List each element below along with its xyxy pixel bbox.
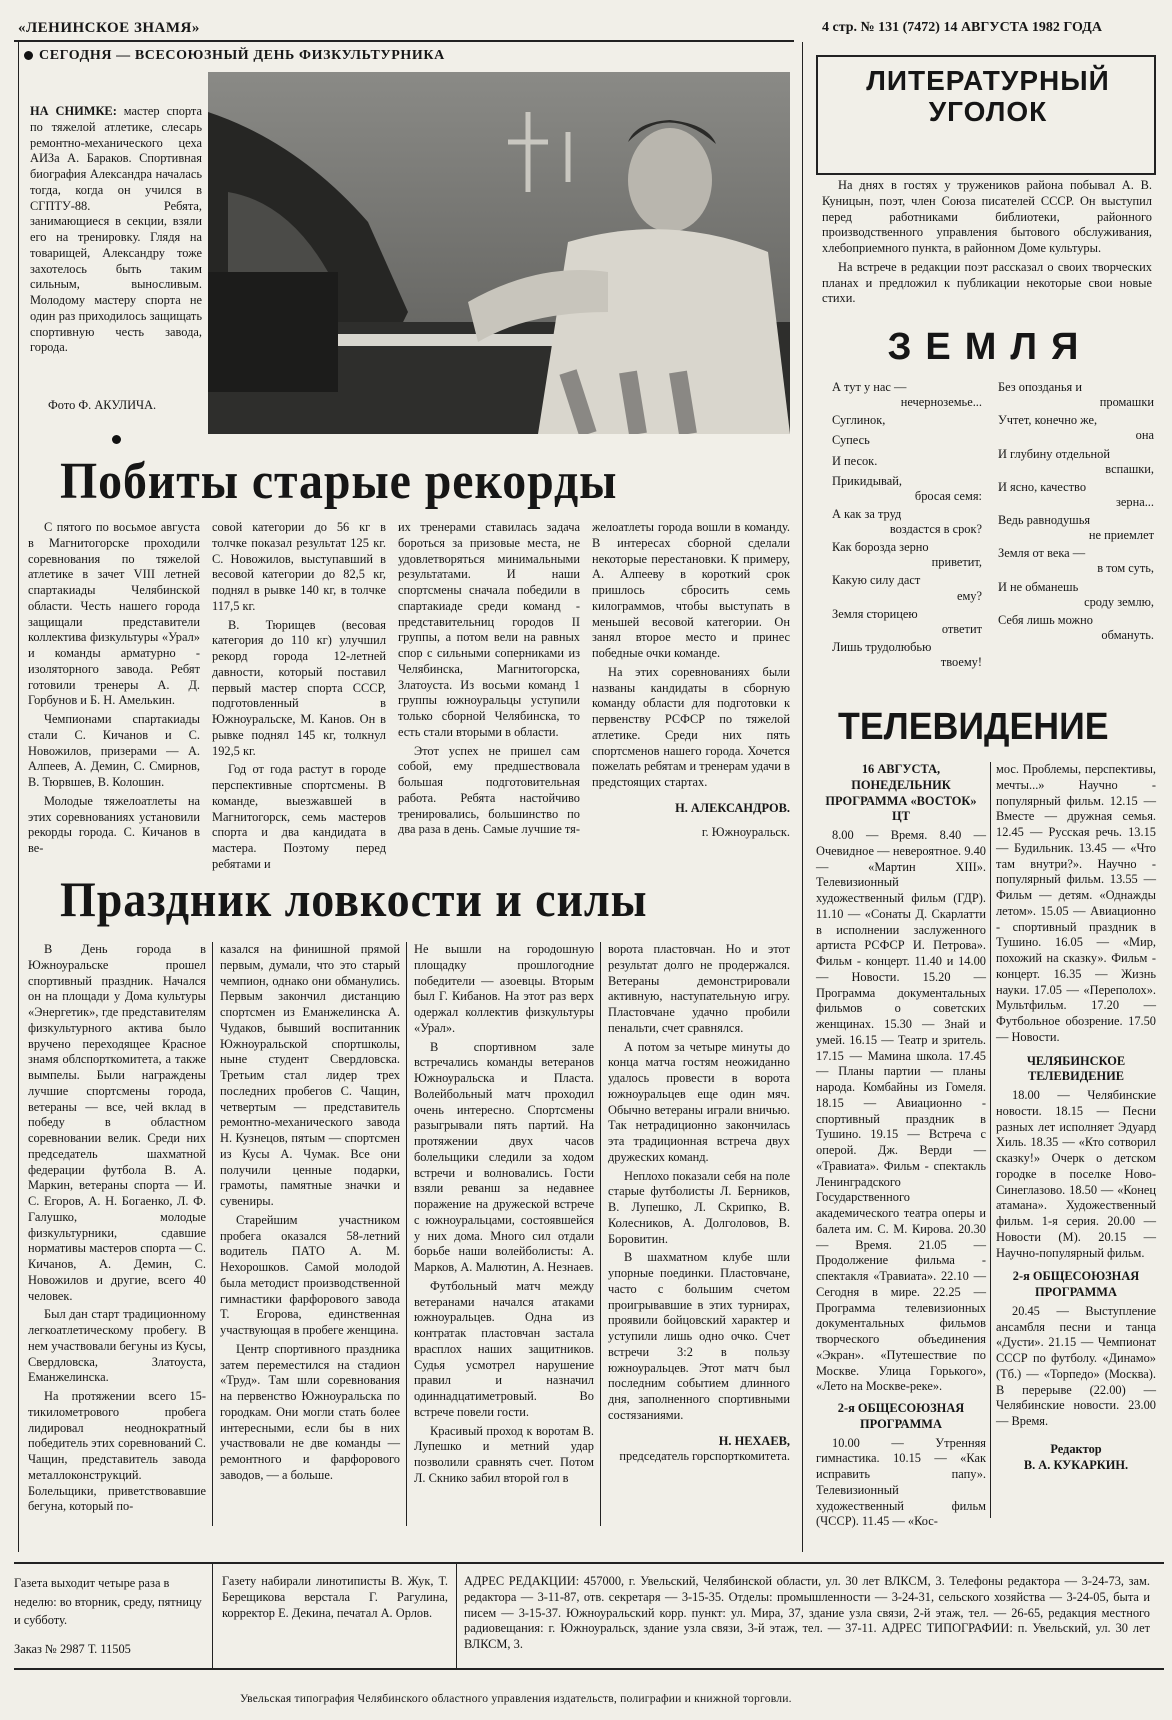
poem-line: А как за труд воздастся в срок? [832,506,982,536]
article-headline-festival: Праздник ловкости и силы [60,871,648,927]
photo-caption: НА СНИМКЕ: мастер спорта по тяжелой атлетике, слесарь ремонтно-механического цеха АИЗа А. Бараков. Спортивная биография Александра началась тогда, когда он учился в СГПТУ-88. Ребята, занимающиеся в секции, взяли его на тренировку. Глядя на товарищей, Александру тоже захотелось быть таким сильным, выносливым. Молодому мастеру спорта не один раз приходилось защищать спортивную честь завода, города. [30,104,202,355]
tv-chelyabinsk-listing: 18.00 — Челябинские новости. 18.15 — Песни разных лет исполняет Эдуард Хиль. 18.35 — «Кто сотворил сказку!» Очерк о детском городке в поселке Ново-Синеглазово. 18.50 — «Конец атамана». Художественный фильм. 1-я серия. 20.00 — Новости (М). 20.15 — Научно-популярный фильм. [996,1088,1156,1260]
tv-continued-listing: мос. Проблемы, перспективы, мечты...» Научно - популярный фильм. 12.15 — Вместе — дружная семья. 12.45 — Русская речь. 13.15 — Будильник. 13.45 — «Что там внутри?». Научно - популярный фильм. 13.55 — Фильм — детям. «Однажды летом». 15.05 — Авиационно - спортивный праздник в Тушино. 16.05 — «Мир, похожий на сказку». Фильм - концерт. 16.35 — Жизнь науки. 17.05 — «Переполох». Мультфильм. 17.20 — Футбольное обозрение. 17.50 — Новости. [996,762,1156,1044]
article2-column-3: Не вышли на городошную площадку прошлогодние победители — азоевцы. Вторым был Г. Кибанов. На этот раз верх одержал коллектив физкультуры «Урал». В спортивном зале встречались команды ветеранов Южноуральска и Пласта. Волейбольный матч проходил очень интересно. Спортсмены разыгрывали пять партий. На протяжении двух часов болельщики следили за ходом встречи и волновались. Гости взяли реванш за недавнее поражение на дружеской встрече с южноуральцами, состоявшейся у них дома. Много сил отдали борьбе наши волейболисты: А. Марков, А. Малютин, А. Незнаев. Футбольный матч между ветеранами начался атаками южноуральцев. Одна из контратак пластовчан застала врасплох наших защитников. Судья усмотрел нарушение правил и назначил одиннадцатиметровый. Во встрече повели гости. Красивый проход к воротам В. Лупешко и метний удар позволили сравнять счет. Потом Л. Скнико забил второй гол в [414,942,594,1485]
tv-column-1 [816,762,986,1530]
article1-column-4: желоатлеты города вошли в команду. В интересах сборной сделали некоторые перестановки. К примеру, А. Алпееву в короткий срок пришлось сбросить семь килограммов, чтобы выступать в меньшей весовой категории. Он занял второе место и принес победные очки команде. На этих соревнованиях были названы кандидаты в сборную команду области для подготовки к первенству РСФСР по тяжелой атлетике. Среди них пять спортсменов нашего города. Хочется пожелать ребятам и тренерам удачи в предстоящих стартах. Н. АЛЕКСАНДРОВ. г. Южноуральск. [592,520,790,839]
article2-column-2: казался на финишной прямой первым, думали, что это старый чемпион, однако они обманулись. Первым закончил дистанцию спортсмен из Еманжелинска А. Чудаков, бывший воспитанник Южноуральской спортшколы, ныне студент Свердловска. Третьим стал лидер трех последних пробегов С. Чащин, четвертым — представитель ремонтно-механического завода Н. Кузнецов, пятым — спортсмен из Кусы А. Чумак. Все они получили ценные подарки, грамоты, памятные значки и сувениры. Старейшим участником пробега оказался 58-летний водитель ПАТО А. М. Нехорошков. Самой молодой была методист производственной гимнастики фарфорового завода Т. Егорова, единственная участвующая в пробеге женщина. Центр спортивного праздника затем переместился на стадион «Труд». Там шли соревнования на первенство Южноуральска по городкам. Они могли стать более интересными, если бы в них участвовали не две команды — ремонтного и фарфорового заводов, — а больше. [220,942,400,1482]
poem-line: Себя лишь можно обмануть. [998,612,1154,642]
printer-line: Увельская типография Челябинского областного управления издательств, полиграфии и книжной торговли. [240,1692,792,1705]
poem-line: И не обманешь сроду землю, [998,579,1154,609]
tv-column-2 [996,762,1156,1473]
tv-second-program2-heading: 2-я ОБЩЕСОЮЗНАЯ ПРОГРАММА [1012,1269,1140,1299]
poem-right-column [998,380,1154,680]
issue-info: 4 стр. № 131 (7472) 14 АВГУСТА 1982 ГОДА [822,20,1102,35]
footer-order: Заказ № 2987 Т. 11505 [14,1641,131,1656]
poem-line: Земля сторицею ответит [832,606,982,636]
weightlifter-photo-image [208,72,790,434]
poem-title: ЗЕМЛЯ [887,326,1093,368]
poem-line: Какую силу даст ему? [832,573,982,603]
section-subhead: СЕГОДНЯ — ВСЕСОЮЗНЫЙ ДЕНЬ ФИЗКУЛЬТУРНИКА [24,48,445,64]
poem-line: Ведь равнодушья не приемлет [998,513,1154,543]
left-border [18,42,19,1552]
article2-author-title: председатель горспорткомитета. [619,1449,790,1464]
poem-line: Суглинок, [832,413,886,428]
poem-left-column [832,380,982,680]
tv-second-program2-listing: 20.45 — Выступление ансамбля песни и танца «Дусти». 21.15 — Чемпионат СССР по футболу. «Динамо» (Тб.) — «Торпедо» (Москва). В перерыве (22.00) — Челябинские новости. 23.00 — Время. [996,1303,1156,1428]
bullet-icon [24,51,33,60]
footer-address: АДРЕС РЕДАКЦИИ: 457000, г. Увельский, Челябинской области, ул. 30 лет ВЛКСМ, 3. Телефоны редактора — 3-24-73, зам. редактора — 3-11-87, отв. секретаря — 3-15-35. Отделы: промышленности — 3-24-31, сельского хозяйства — 3-24-05, быта и писем — 3-15-37. Южноуральский корр. пункт: ул. Мира, 37, здание узла связи, 2-й этаж, тел. — 26-65, редакция местного радиовещания: г. Южноуральск, здание узла связи, 3-й этаж, тел. — 37-11. АДРЕС ТИПОГРАФИИ: п. Увельский, ул. 30 лет ВЛКСМ, 3. [464,1574,1150,1651]
editor-label: Редактор [1050,1441,1102,1456]
article1-column-3: их тренерами ставилась задача бороться за призовые места, не удовлетворяться минимальными результатами. И наши спортсмены сначала победили в спартакиаде среди команд - представительниц городов II группы, а потом вели на равных спор с сильными соперниками из Челябинска, Магнитогорска, Златоуста. Из восьми команд 1 группы южноуральцы уступили только сборной Челябинска, то есть стали вторыми в области. Этот успех не пришел сам собой, ему предшествовала большая подготовительная работа. Ребята настойчиво тренировались, большинство по два раза в день. Самые лучшие тя- [398,520,580,837]
photo-credit: Фото Ф. АКУЛИЧА. [48,398,157,412]
footer-typesetters: Газету набирали линотиписты В. Жук, Т. Берещикова верстала Г. Рагулина, корректор Е. Декина, печатал А. Орлов. [222,1574,448,1620]
tv-second-program-heading: 2-я ОБЩЕСОЮЗНАЯ ПРОГРАММА [837,1401,965,1431]
tv-day-heading: 16 АВГУСТА, ПОНЕДЕЛЬНИК ПРОГРАММА «ВОСТОК» ЦТ [825,762,977,824]
newspaper-title: «ЛЕНИНСКОЕ ЗНАМЯ» [18,20,200,36]
bullet-icon [112,430,127,448]
article1-column-2: совой категории до 56 кг в толчке показал результат 125 кг. С. Новожилов, выступавший в весовой категории до 82,5 кг, поднял в рывке 140 кг, в толчке 117,5 кг. В. Тюрищев (весовая категория до 110 кг) улучшил рекорд города 12-летней давности, который поставил первый мастер спорта СССР, подготовленный в Южноуральске, М. Канов. Он в рывке поднял 145 кг, толкнул 192,5 кг. Год от года растут в городе перспективные спортсмены. В команде, выезжавшей в Магнитогорск, семь мастеров спорта и два кандидата в мастера. Поэтому перед ребятами и [212,520,386,871]
column-divider [802,42,803,1552]
poem-line: И песок. [832,453,878,468]
article2-column-4: ворота пластовчан. Но и этот результат долго не продержался. Ветераны демонстрировали активную, наступательную игру. Пластовчане удачно пробили пенальти, счет сравнялся. А потом за четыре минуты до конца матча гостям неожиданно удалось провести в ворота южноуральцев еще один мяч. Обычно ветераны играли вничью. Так нетрадиционно закончилась эта традиционная встреча двух дружеских команд. Неплохо показали себя на поле старые футболисты Л. Берников, В. Лупешко, Л. Скрипко, В. Колесников, А. Долголовов, В. Боровитин. В шахматном клубе шли упорные поединки. Пластовчане, часто с большим счетом проигрывавшие в этих турнирах, проявили бойцовский характер и уступили лишь одно очко. Счет встречи 3:2 в пользу южноуральцев. Этот матч был последним событием длинного дня, заполненного спортивными состязаниями. Н. НЕХАЕВ, председатель горспорткомитета. [608,942,790,1464]
poem-line: И ясно, качество зерна... [998,479,1154,509]
literary-corner-title: ЛИТЕРАТУРНЫЙ УГОЛОК [866,65,1110,127]
masthead-rule [14,40,794,42]
article1-place: г. Южноуральск. [701,824,790,839]
article1-column-1: С пятого по восьмое августа в Магнитогорске проходили соревнования по тяжелой атлетике в зачет VIII летней спартакиады Челябинской области. Честь нашего города защищали представители коллектива физкультуры «Урал» и команды арматурно - изоляторного завода. Ребят готовили тренеры А. Д. Горбунов и Б. Н. Амелькин. Чемпионами спартакиады стали С. Кичанов и С. Новожилов, призерами — А. Алпеев, А. Демин, С. Смирнов, В. Тюрвшев, В. Колошин. Молодые тяжелоатлеты на этих соревнованиях установили рекорды города. С. Кичанов в ве- [28,520,200,855]
literary-intro: На днях в гостях у тружеников района побывал А. В. Куницын, поэт, член Союза писателей СССР. Он выступил перед работниками библиотеки, районного производственного управления бытового обслуживания, хлебоприемного пункта, в районном Доме культуры. На встрече в редакции поэт рассказал о своих творческих планах и предложил к публикации некоторые свои новые стихи. [822,178,1152,306]
poem-line: Учтет, конечно же, она [998,413,1154,443]
footer-schedule: Газета выходит четыре раза в неделю: во вторник, среду, пятницу и субботу. Заказ № 2987 Т. 11505 [14,1574,206,1658]
poem-line: Земля от века — в том суть, [998,546,1154,576]
tv-chelyabinsk-heading: ЧЕЛЯБИНСКОЕ ТЕЛЕВИДЕНИЕ [1026,1053,1126,1084]
tv-vostok-listing: 8.00 — Время. 8.40 — Очевидное — невероятное. 9.40 — «Мартин ХIII». Телевизионный художественный фильм (ГДР). 11.10 — «Сонаты Д. Скарлатти в исполнении заслуженного артиста РСФСР И. Петрова». Фильм - концерт. 11.40 и 14.00 — Новости. 15.20 — Программа документальных фильмов о советских женщинах. 15.30 — Знай и умей. 16.15 — Театр и зритель. 17.15 — Мамина школа. 17.45 — Планы партии — планы народа. Комбайны из Гомеля. 18.15 — Авиационно - спортивный праздник в Тушино. 19.15 — Встреча с оперой. Дж. Верди — «Травиата». Фильм - спектакль Ленинградского Государственного академического театра оперы и балета им. С. М. Кирова. 20.30 — Время. 21.05 — Продолжение фильма - спектакля «Травиата». 22.10 — Сегодня в мире. 22.25 — Программа телевизионных документальных фильмов творческого объединения «Экран». «Путешествие по Москве. Улица Горького», «Лето на Москве-реке». [816,828,986,1394]
editor-name: В. А. КУКАРКИН. [1023,1457,1129,1472]
article1-author: Н. АЛЕКСАНДРОВ. [675,800,790,815]
poem-line: И глубину отдельной вспашки, [998,446,1154,476]
poem-line: Без опозданья и промашки [998,380,1154,410]
tv-second-program-listing: 10.00 — Утренняя гимнастика. 10.15 — «Как исправить папу». Телевизионный художественный фильм (ЧССР). 11.45 — «Кос- [816,1435,986,1529]
article-headline-records: Побиты старые рекорды [60,453,618,510]
poem-line: Лишь трудолюбью твоему! [832,639,982,669]
poem-line: Как борозда зерно приветит, [832,540,982,570]
weightlifter-photo [208,72,790,434]
poem-line: Прикидывай, бросая семя: [832,473,982,503]
article2-column-1: В День города в Южноуральске прошел спортивный праздник. Начался он на площади у Дома культуры «Энергетик», где представителям физкультурного актива было вручено переходящее Красное знамя облспорткомитета, а также вымпелы. Были награждены лучшие спортсмены города, ветераны — все, чей вклад в победу в областном соревновании велик. Среди них председатель шахматной федерации футбола В. А. Маркин, ветераны спорта — И. С. Егоров, А. Н. Богаенко, Л. Ф. Галушко, молодые физкультурники, сдавшие нормативы мастеров спорта — С. Кичанов, А. Демин, С. Новожилов и другие, всего 40 человек. Был дан старт традиционному легкоатлетическому пробегу. В нем участвовали бегуны из Кусы, Свердловска, Златоуста, Еманжелинска. На протяжении всего 15-тикилометрового пробега лидировал неоднократный победитель этих соревнований С. Чащин, представитель завода металлоконструкций. Болельщики, приветствовавшие бегуна, который по- [28,942,206,1514]
tv-section-title: ТЕЛЕВИДЕНИЕ [838,706,1109,748]
poem-line: Супесь [832,433,870,448]
poem-line: А тут у нас — нечерноземье... [832,380,982,410]
article2-author: Н. НЕХАЕВ, [718,1433,790,1448]
